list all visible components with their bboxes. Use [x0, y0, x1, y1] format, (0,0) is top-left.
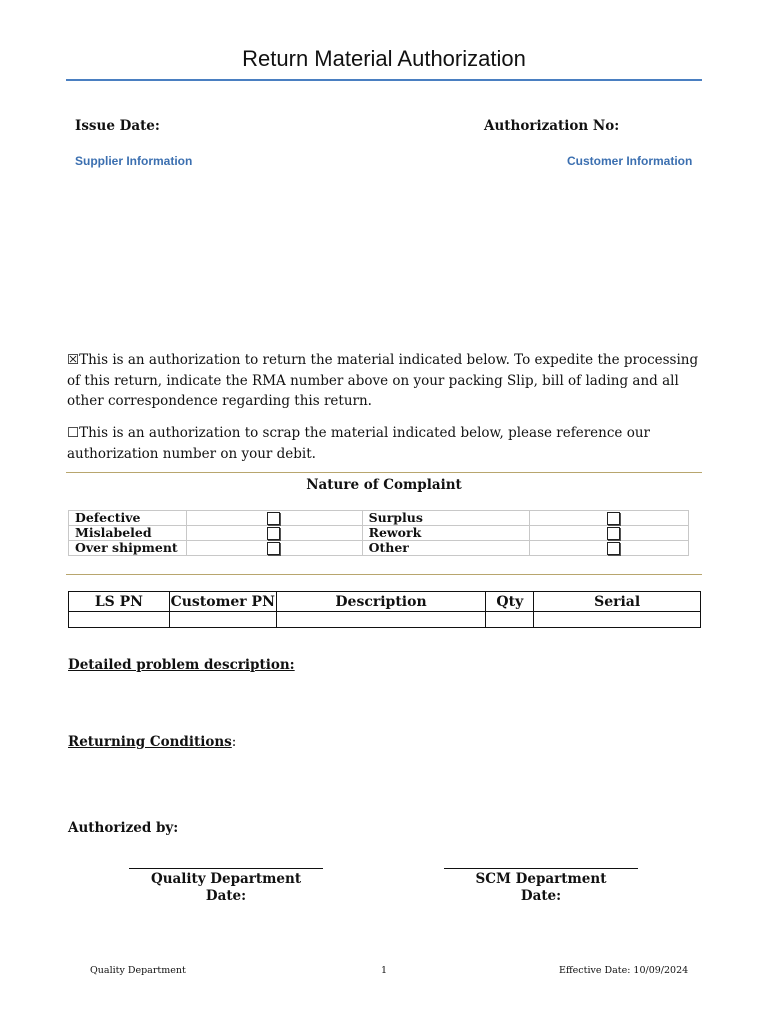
scm-signature-line[interactable] [444, 868, 638, 869]
scm-date-label: Date: [520, 888, 562, 904]
mislabeled-checkbox[interactable] [267, 527, 280, 540]
parts-table-header [69, 592, 701, 612]
authorized-by-label: Authorized by: [68, 820, 179, 836]
parts-table [68, 591, 701, 628]
quality-signature-block [96, 871, 356, 905]
customer-info-label: Customer Information [567, 154, 693, 168]
column-header-customer-pn: Customer PN [170, 593, 275, 610]
scm-department-label: SCM Department [475, 871, 607, 887]
authorization-no-label: Authorization No: [484, 118, 620, 134]
complaint-option-label: Rework [362, 526, 530, 541]
footer-department: Quality Department [90, 965, 186, 976]
defective-checkbox[interactable] [267, 512, 280, 525]
ls-pn-cell[interactable] [69, 612, 170, 628]
surplus-checkbox[interactable] [607, 512, 620, 525]
complaint-table [68, 510, 689, 556]
column-header-serial: Serial [534, 592, 701, 612]
quality-signature-line[interactable] [129, 868, 323, 869]
complaint-row [69, 511, 689, 526]
scrap-statement-text: This is an authorization to scrap the material indicated below, please reference our authorization number on your debit. [67, 425, 650, 462]
complaint-option-label: Other [362, 541, 530, 556]
problem-description-label: Detailed problem description: [68, 657, 295, 673]
return-statement [67, 350, 707, 412]
qty-cell[interactable] [486, 612, 534, 628]
complaint-option-label: Over shipment [69, 541, 187, 556]
other-checkbox[interactable] [607, 542, 620, 555]
document-title: Return Material Authorization [242, 46, 526, 71]
serial-cell[interactable] [534, 612, 701, 628]
scrap-checkbox[interactable]: ☐ [67, 425, 80, 441]
over-shipment-checkbox[interactable] [267, 542, 280, 555]
complaint-top-rule [66, 472, 702, 473]
complaint-row [69, 541, 689, 556]
quality-department-label: Quality Department [150, 871, 302, 887]
scm-signature-block [411, 871, 671, 905]
return-statement-text: This is an authorization to return the material indicated below. To expedite the processing of this return, indicate the RMA number above on your packing Slip, bill of lading and all other correspondence regarding this return. [67, 352, 699, 409]
column-header-description: Description [276, 592, 486, 612]
complaint-heading: Nature of Complaint [306, 477, 462, 493]
complaint-option-label: Defective [69, 511, 187, 526]
rework-checkbox[interactable] [607, 527, 620, 540]
issue-date-label: Issue Date: [75, 118, 160, 134]
customer-pn-cell[interactable] [169, 612, 276, 628]
column-header-qty: Qty [486, 592, 534, 612]
quality-date-label: Date: [205, 888, 247, 904]
returning-conditions-heading: Returning Conditions: [68, 734, 237, 750]
returning-conditions-label: Returning Conditions [68, 734, 232, 750]
column-header-ls-pn: LS PN [69, 592, 170, 612]
table-row [69, 612, 701, 628]
return-checkbox-checked[interactable]: ☒ [67, 352, 80, 368]
complaint-option-label: Mislabeled [69, 526, 187, 541]
complaint-bottom-rule [66, 574, 702, 575]
footer-effective-date: Effective Date: 10/09/2024 [559, 965, 689, 976]
complaint-row [69, 526, 689, 541]
title-divider [66, 79, 702, 81]
supplier-info-label: Supplier Information [75, 154, 193, 168]
scrap-statement [67, 423, 667, 464]
footer-page-number: 1 [381, 965, 388, 976]
description-cell[interactable] [276, 612, 486, 628]
complaint-option-label: Surplus [362, 511, 530, 526]
